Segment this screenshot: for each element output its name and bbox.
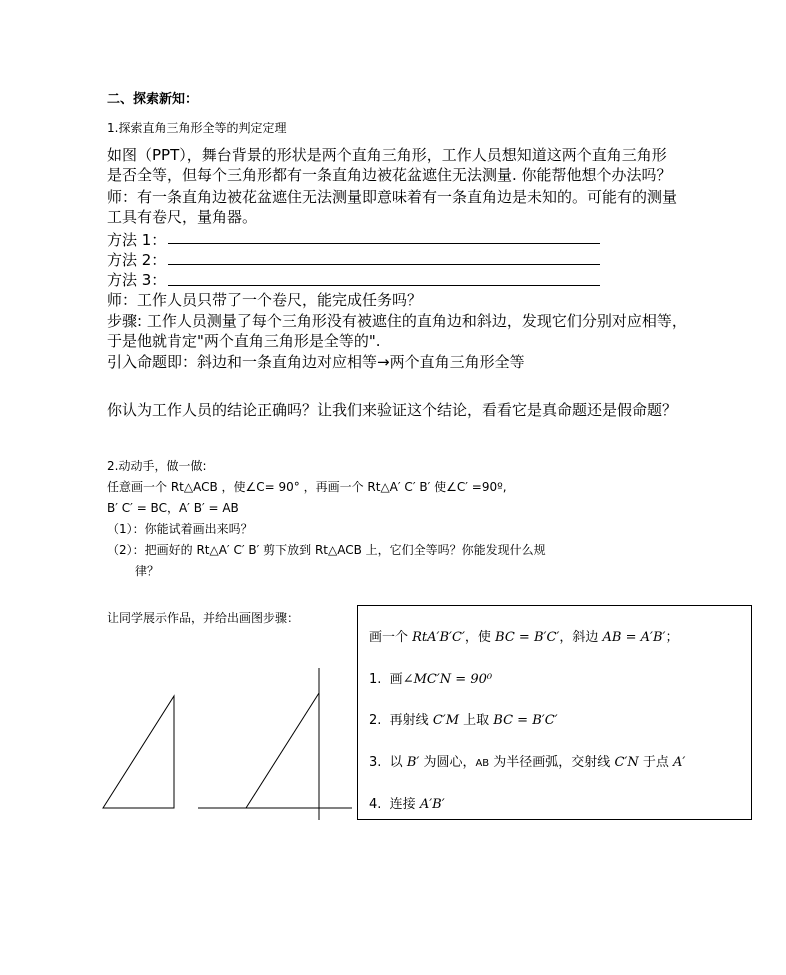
drawing-steps-box <box>357 605 752 820</box>
box-step-4 <box>369 793 445 812</box>
box-step-2 <box>369 709 558 728</box>
step-4-number: 4. <box>369 797 382 812</box>
box-triangle-name: RtA′B′C′ <box>412 630 465 645</box>
step-3-text-4: 于点 <box>638 755 673 770</box>
method-2-label: 方法 2： <box>107 251 167 269</box>
para1-line2: 是否全等，但每个三角形都有一条直角边被花盆遮住无法测量. 你能帮他想个办法吗？ <box>107 166 672 184</box>
box-intro-punct: ； <box>665 630 679 645</box>
box-intro-text-3: ，斜边 <box>559 630 603 645</box>
right-triangle-acb <box>103 696 174 808</box>
step-2-number: 2. <box>369 713 382 728</box>
step-3-point: A′ <box>672 755 686 770</box>
hypotenuse-line <box>246 693 319 808</box>
step-3-ray: C′N <box>614 755 639 770</box>
step-2-ray: C′M <box>432 713 460 728</box>
para4-line1: 步骤: 工作人员测量了每个三角形没有被遮住的直角边和斜边，发现它们分别对应相等， <box>107 312 687 330</box>
step-3-text-2: 为圆心， <box>419 755 476 770</box>
step-1-number: 1. <box>369 672 382 687</box>
step-3-text: 以 <box>389 755 407 770</box>
question: 你认为工作人员的结论正确吗？让我们来验证这个结论，看看它是真命题还是假命题？ <box>107 401 678 419</box>
section-title: 二、探索新知： <box>107 92 199 107</box>
step-1-angle: ∠MC′N = 90⁰ <box>402 672 493 687</box>
step-4-text: 连接 <box>389 797 420 812</box>
step-3-text-3: 为半径画弧，交射线 <box>489 755 615 770</box>
para2-line2: 工具有卷尺，量角器。 <box>107 208 258 226</box>
para1-line1: 如图（PPT），舞台背景的形状是两个直角三角形，工作人员想知道这两个直角三角形 <box>107 146 667 164</box>
step-1-text: 画 <box>389 672 403 687</box>
para5: 引入命题即：斜边和一条直角边对应相等→两个直角三角形全等 <box>107 353 525 371</box>
question-2-line1: （2）：把画好的 Rt△A′ C′ B′ 剪下放到 Rt△ACB 上，它们全等吗？你能发现什么规 <box>107 543 546 557</box>
show-work-line: 让同学展示作品，并给出画图步骤： <box>107 611 300 625</box>
box-intro-text: 画一个 <box>369 630 413 645</box>
step-2-text-2: 上取 <box>459 713 494 728</box>
para2-line1: 师：有一条直角边被花盆遮住无法测量即意味着有一条直角边是未知的。可能有的测量 <box>107 188 678 206</box>
question-1: （1）：你能试着画出来吗？ <box>107 522 253 536</box>
step-3-center: B′ <box>406 755 420 770</box>
box-step-3 <box>369 751 685 770</box>
box-equation-ab: AB = A′B′ <box>602 630 666 645</box>
task-line1: 任意画一个 Rt△ACB ，使∠C= 90° ，再画一个 Rt△A′ C′ B′ 使∠C′ =90º, <box>107 480 507 494</box>
step-2-equation: BC = B′C′ <box>493 713 558 728</box>
step-4-segment: A′B′ <box>419 797 445 812</box>
question-2-line2: 律？ <box>135 564 160 578</box>
subsection-1-title: 1.探索直角三角形全等的判定定理 <box>107 121 287 135</box>
step-3-radius: AB <box>475 758 490 769</box>
step-3-number: 3. <box>369 755 382 770</box>
box-intro-line <box>369 626 678 645</box>
box-intro-text-2: ，使 <box>464 630 496 645</box>
method-1-label: 方法 1： <box>107 231 167 249</box>
method-3-label: 方法 3： <box>107 271 167 289</box>
subsection-2-title: 2.动动手，做一做: <box>107 459 207 473</box>
step-2-text: 再射线 <box>389 713 433 728</box>
para4-line2: 于是他就肯定"两个直角三角形是全等的". <box>107 332 381 350</box>
box-step-1 <box>369 668 492 687</box>
box-equation-bc: BC = B′C′ <box>495 630 560 645</box>
task-line2: B′ C′ = BC，A′ B′ = AB <box>107 501 239 515</box>
para3: 师：工作人员只带了一个卷尺，能完成任务吗？ <box>107 291 423 309</box>
